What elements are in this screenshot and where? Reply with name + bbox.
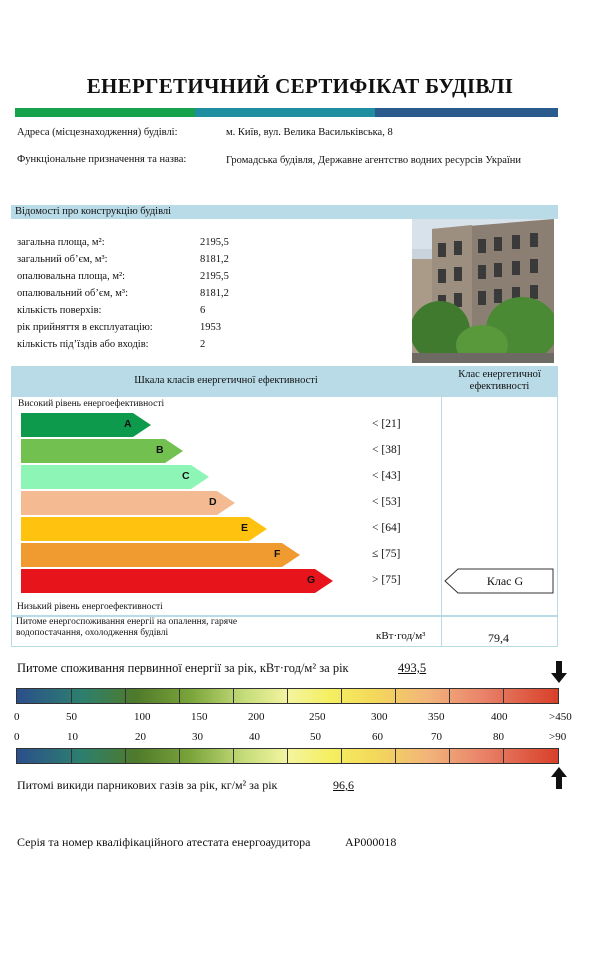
tick: 250 xyxy=(309,711,326,723)
row-label: кількість поверхів: xyxy=(17,305,102,316)
tick: 40 xyxy=(249,731,260,743)
class-arrow-g: G xyxy=(21,569,333,593)
row-label: кількість під’їздів або входів: xyxy=(17,339,149,350)
row-value: 8181,2 xyxy=(200,288,229,299)
class-arrow-f: F xyxy=(21,543,300,567)
class-arrow-a: A xyxy=(21,413,151,437)
row-label: опалювальний об’єм, м³: xyxy=(17,288,128,299)
row-value: 2195,5 xyxy=(200,271,229,282)
tick: 100 xyxy=(134,711,151,723)
construction-header: Відомості про конструкцію будівлі xyxy=(15,206,172,217)
high-efficiency-label: Високий рівень енергоефективності xyxy=(18,399,165,409)
primary-value: 493,5 xyxy=(398,661,427,675)
specific-label: Питоме енергоспоживання енергії на опалення, гаряче водопостачання, охолодження будівлі xyxy=(16,617,238,638)
title-underline xyxy=(15,108,558,117)
auditor-value: AP000018 xyxy=(345,835,397,849)
purpose-value: Громадська будівля, Державне агентство водних ресурсів України xyxy=(226,155,522,166)
row-label: опалювальна площа, м²: xyxy=(17,271,126,282)
class-arrow-b: B xyxy=(21,439,183,463)
tick: >450 xyxy=(549,711,572,723)
tick: 300 xyxy=(371,711,388,723)
class-limit-c: < [43] xyxy=(372,470,401,482)
tick: 20 xyxy=(135,731,146,743)
address-value: м. Київ, вул. Велика Васильківська, 8 xyxy=(226,127,393,138)
primary-gradient-bar xyxy=(16,688,559,704)
row-label: загальна площа, м²: xyxy=(17,237,105,248)
class-limit-e: < [64] xyxy=(372,522,401,534)
tick: 0 xyxy=(14,731,20,743)
scale-header: Шкала класів енергетичної ефективності xyxy=(134,375,318,386)
tick: 400 xyxy=(491,711,508,723)
tick: 50 xyxy=(310,731,321,743)
tick: 70 xyxy=(431,731,442,743)
tick: >90 xyxy=(549,731,567,743)
current-class-indicator xyxy=(444,568,554,594)
arrow-down-icon xyxy=(551,661,567,683)
class-arrow-c: C xyxy=(21,465,209,489)
certificate-title: ЕНЕРГЕТИЧНИЙ СЕРТИФІКАТ БУДІВЛІ xyxy=(86,74,514,98)
tick: 10 xyxy=(67,731,78,743)
emissions-gradient-bar xyxy=(16,748,559,764)
class-arrow-d: D xyxy=(21,491,235,515)
class-limit-f: ≤ [75] xyxy=(372,548,401,560)
tick: 0 xyxy=(14,711,20,723)
tick: 60 xyxy=(372,731,383,743)
address-label: Адреса (місцезнаходження) будівлі: xyxy=(17,127,178,138)
specific-unit: кВт·год/м³ xyxy=(376,630,426,642)
current-class-label: Клас G xyxy=(486,574,524,588)
specific-value: 79,4 xyxy=(488,631,509,645)
row-value: 8181,2 xyxy=(200,254,229,265)
row-label: загальний об’єм, м³: xyxy=(17,254,108,265)
row-value: 1953 xyxy=(200,322,221,333)
low-efficiency-label: Низький рівень енергоефективності xyxy=(17,602,163,612)
auditor-label: Серія та номер кваліфікаційного атестата енергоаудитора xyxy=(17,835,311,849)
class-limit-d: < [53] xyxy=(372,496,401,508)
tick: 150 xyxy=(191,711,208,723)
row-value: 2195,5 xyxy=(200,237,229,248)
class-header: Клас енергетичної ефективності xyxy=(458,369,541,392)
arrow-up-icon xyxy=(551,767,567,789)
building-photo xyxy=(412,219,554,363)
class-arrow-e: E xyxy=(21,517,267,541)
emissions-value: 96,6 xyxy=(333,778,354,792)
primary-label: Питоме споживання первинної енергії за рік, кВт·год/м² за рік xyxy=(17,661,349,675)
tick: 50 xyxy=(66,711,77,723)
tick: 80 xyxy=(493,731,504,743)
tick: 200 xyxy=(248,711,265,723)
class-limit-b: < [38] xyxy=(372,444,401,456)
tick: 350 xyxy=(428,711,445,723)
row-label: рік прийняття в експлуатацію: xyxy=(17,322,153,333)
emissions-label: Питомі викиди парникових газів за рік, кг/м² за рік xyxy=(17,778,278,792)
tick: 30 xyxy=(192,731,203,743)
purpose-label: Функціональне призначення та назва: xyxy=(17,154,187,165)
class-limit-a: < [21] xyxy=(372,418,401,430)
row-value: 2 xyxy=(200,339,206,350)
class-limit-g: > [75] xyxy=(372,574,401,586)
row-value: 6 xyxy=(200,305,206,316)
